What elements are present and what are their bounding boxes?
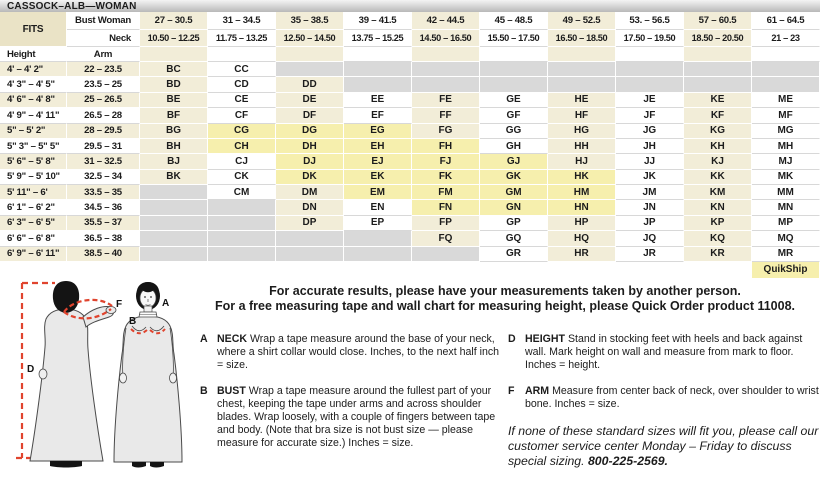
instructions-left [200, 333, 504, 463]
quikship-badge: QuikShip [752, 262, 820, 279]
instruction-text: NECK Wrap a tape measure around the base of your neck, where a shirt collar would close. Inches, to the next half inch = size. [217, 333, 500, 371]
phone-number: 800-225-2569. [587, 454, 668, 468]
height-cell: 4' – 4' 2" [0, 62, 67, 77]
arm-cell: 22 – 23.5 [67, 62, 140, 77]
size-cell: GR [480, 247, 548, 262]
size-cell-unavailable [344, 62, 412, 77]
size-cell: KJ [684, 154, 752, 169]
size-cell: HJ [548, 154, 616, 169]
size-cell-unavailable [412, 247, 480, 262]
size-cell-quikship: CG [208, 124, 276, 139]
size-cell: KH [684, 139, 752, 154]
size-cell: MN [752, 200, 820, 215]
size-cell-unavailable [140, 200, 208, 215]
instruction-letter: D [508, 333, 516, 345]
size-cell: KP [684, 216, 752, 231]
size-cell-unavailable [344, 247, 412, 262]
empty-header-cell [548, 47, 616, 62]
size-cell-quikship: HN [548, 200, 616, 215]
size-cell-unavailable [752, 77, 820, 92]
size-cell: MK [752, 170, 820, 185]
size-cell: HE [548, 93, 616, 108]
size-cell-unavailable [208, 247, 276, 262]
instruction-letter: F [508, 385, 515, 397]
height-cell: 5' 6" – 5' 8" [0, 154, 67, 169]
height-cell: 4' 6" – 4' 8" [0, 93, 67, 108]
bust-range-header: 45 – 48.5 [480, 12, 548, 30]
size-cell-unavailable [548, 77, 616, 92]
size-cell: MJ [752, 154, 820, 169]
size-cell: KK [684, 170, 752, 185]
size-cell-quikship: GM [480, 185, 548, 200]
page-title: CASSOCK–ALB—WOMAN [0, 0, 820, 12]
size-cell: KF [684, 108, 752, 123]
figure-label-d: D [27, 364, 35, 375]
size-cell: JR [616, 247, 684, 262]
size-cell-unavailable [412, 77, 480, 92]
arm-cell: 34.5 – 36 [67, 200, 140, 215]
size-cell-unavailable [616, 77, 684, 92]
intro-line-1: For accurate results, please have your measurements taken by another person. [269, 284, 741, 298]
height-cell: 5' 11" – 6' [0, 185, 67, 200]
neck-range-header: 13.75 – 15.25 [344, 30, 412, 47]
size-cell-unavailable [344, 77, 412, 92]
bust-range-header: 61 – 64.5 [752, 12, 820, 30]
empty-header-cell [276, 47, 344, 62]
size-cell-unavailable [616, 62, 684, 77]
size-cell: MM [752, 185, 820, 200]
spacer-cell [480, 262, 548, 279]
size-cell: JP [616, 216, 684, 231]
empty-header-cell [684, 47, 752, 62]
arm-cell: 36.5 – 38 [67, 231, 140, 246]
neck-range-header: 10.50 – 12.25 [140, 30, 208, 47]
size-cell: KQ [684, 231, 752, 246]
size-cell: EE [344, 93, 412, 108]
size-cell: ME [752, 93, 820, 108]
arm-cell: 31 – 32.5 [67, 154, 140, 169]
size-cell: BE [140, 93, 208, 108]
instructions-right [508, 333, 820, 424]
size-cell: JG [616, 124, 684, 139]
bust-range-header: 39 – 41.5 [344, 12, 412, 30]
size-cell: JN [616, 200, 684, 215]
bust-range-header: 57 – 60.5 [684, 12, 752, 30]
size-cell: BC [140, 62, 208, 77]
size-cell-quikship: EJ [344, 154, 412, 169]
instruction-arm [508, 385, 820, 411]
size-cell: HQ [548, 231, 616, 246]
size-cell: GF [480, 108, 548, 123]
size-cell: MR [752, 247, 820, 262]
size-cell: JM [616, 185, 684, 200]
arm-cell: 35.5 – 37 [67, 216, 140, 231]
intro-line-2: For a free measuring tape and wall chart for measuring height, please Quick Order product 11008. [214, 298, 796, 313]
size-cell: EF [344, 108, 412, 123]
size-cell: JK [616, 170, 684, 185]
size-cell-quikship: GK [480, 170, 548, 185]
size-cell: DF [276, 108, 344, 123]
size-cell: HF [548, 108, 616, 123]
spacer-cell [344, 262, 412, 279]
neck-header: Neck [67, 30, 140, 47]
size-cell-quikship: GN [480, 200, 548, 215]
instruction-letter: A [200, 333, 208, 345]
arm-cell: 23.5 – 25 [67, 77, 140, 92]
spacer-cell [412, 262, 480, 279]
size-cell-unavailable [480, 62, 548, 77]
size-cell: JJ [616, 154, 684, 169]
note-text: If none of these standard sizes will fit you, please call our customer service center Monday – Friday to discuss special sizing. [508, 424, 819, 468]
height-cell: 5" – 5' 2" [0, 124, 67, 139]
size-cell-quikship: FJ [412, 154, 480, 169]
size-cell-unavailable [140, 216, 208, 231]
neck-range-header: 21 – 23 [752, 30, 820, 47]
arm-cell: 33.5 – 35 [67, 185, 140, 200]
figure-back-view [30, 281, 122, 468]
height-cell: 4' 9" – 4' 11" [0, 108, 67, 123]
size-cell: DE [276, 93, 344, 108]
size-cell: FF [412, 108, 480, 123]
figure-front-view [114, 282, 182, 468]
bust-range-header: 53. – 56.5 [616, 12, 684, 30]
size-cell: FQ [412, 231, 480, 246]
size-cell: HH [548, 139, 616, 154]
arm-cell: 28 – 29.5 [67, 124, 140, 139]
instruction-text: BUST Wrap a tape measure around the fullest part of your chest, keeping the tape under arms and across shoulder blades. Wrap loosely, with a couple of fingers between tape and body. (Note that bra size is not bust size — please measure for accurate size.) Inches = size. [217, 385, 496, 449]
figure-label-f: F [116, 299, 123, 310]
figure-label-b: B [129, 316, 137, 327]
empty-header-cell [752, 47, 820, 62]
size-cell: GP [480, 216, 548, 231]
size-cell-quikship: EK [344, 170, 412, 185]
size-cell: KG [684, 124, 752, 139]
instruction-text: HEIGHT Stand in stocking feet with heels and back against wall. Mark height on wall and measure from mark to floor. Inches = height. [525, 333, 803, 371]
size-cell-quikship: DH [276, 139, 344, 154]
neck-range-header: 12.50 – 14.50 [276, 30, 344, 47]
size-cell: CF [208, 108, 276, 123]
size-cell: CM [208, 185, 276, 200]
size-cell-quikship: HM [548, 185, 616, 200]
size-cell: HG [548, 124, 616, 139]
bust-range-header: 27 – 30.5 [140, 12, 208, 30]
size-cell-quikship: DJ [276, 154, 344, 169]
size-cell-unavailable [276, 62, 344, 77]
size-cell-quikship: FK [412, 170, 480, 185]
size-cell: MH [752, 139, 820, 154]
size-cell: DP [276, 216, 344, 231]
size-cell-quikship: FN [412, 200, 480, 215]
spacer-cell [616, 262, 684, 279]
size-cell-unavailable [684, 77, 752, 92]
neck-range-header: 15.50 – 17.50 [480, 30, 548, 47]
empty-header-cell [140, 47, 208, 62]
size-cell-unavailable [480, 77, 548, 92]
height-header: Height [0, 47, 67, 62]
size-cell-unavailable [276, 247, 344, 262]
size-cell: FP [412, 216, 480, 231]
height-cell: 6' 6" – 6' 8" [0, 231, 67, 246]
neck-range-header: 18.50 – 20.50 [684, 30, 752, 47]
size-cell: GH [480, 139, 548, 154]
size-cell: CD [208, 77, 276, 92]
size-cell: MQ [752, 231, 820, 246]
height-cell: 6' 3" – 6' 5" [0, 216, 67, 231]
size-cell-unavailable [208, 231, 276, 246]
size-cell-unavailable [684, 62, 752, 77]
size-cell: BG [140, 124, 208, 139]
size-cell: HR [548, 247, 616, 262]
height-cell: 6' 9" – 6' 11" [0, 247, 67, 262]
instruction-bust [200, 385, 504, 450]
height-cell: 6' 1" – 6' 2" [0, 200, 67, 215]
neck-range-header: 14.50 – 16.50 [412, 30, 480, 47]
size-cell: MF [752, 108, 820, 123]
size-cell: JQ [616, 231, 684, 246]
bust-range-header: 31 – 34.5 [208, 12, 276, 30]
neck-range-header: 17.50 – 19.50 [616, 30, 684, 47]
size-cell: CE [208, 93, 276, 108]
size-cell-quikship: EH [344, 139, 412, 154]
size-cell: GG [480, 124, 548, 139]
special-sizing-note [508, 424, 820, 469]
neck-range-header: 11.75 – 13.25 [208, 30, 276, 47]
size-cell: DD [276, 77, 344, 92]
empty-header-cell [616, 47, 684, 62]
size-cell: GQ [480, 231, 548, 246]
size-cell-unavailable [208, 200, 276, 215]
size-cell-quikship: DG [276, 124, 344, 139]
instruction-neck [200, 333, 504, 372]
empty-header-cell [344, 47, 412, 62]
spacer-cell [548, 262, 616, 279]
size-cell-unavailable [140, 247, 208, 262]
size-cell: BH [140, 139, 208, 154]
size-cell: MG [752, 124, 820, 139]
size-cell: BJ [140, 154, 208, 169]
size-cell: HP [548, 216, 616, 231]
size-cell: GE [480, 93, 548, 108]
bust-range-header: 35 – 38.5 [276, 12, 344, 30]
arm-header: Arm [67, 47, 140, 62]
figure-illustration [2, 276, 198, 482]
instruction-height [508, 333, 820, 372]
bust-range-header: 49 – 52.5 [548, 12, 616, 30]
size-cell: JF [616, 108, 684, 123]
size-cell-quikship: DK [276, 170, 344, 185]
arm-cell: 26.5 – 28 [67, 108, 140, 123]
size-cell-unavailable [752, 62, 820, 77]
size-grid [0, 12, 820, 279]
size-cell-quikship: GJ [480, 154, 548, 169]
arm-cell: 25 – 26.5 [67, 93, 140, 108]
instruction-letter: B [200, 385, 208, 397]
spacer-cell [684, 262, 752, 279]
size-cell-unavailable [412, 62, 480, 77]
instruction-text: ARM Measure from center back of neck, over shoulder to wrist bone. Inches = size. [525, 385, 819, 410]
height-cell: 5" 3" – 5" 5" [0, 139, 67, 154]
arm-cell: 32.5 – 34 [67, 170, 140, 185]
fits-label: FITS [0, 12, 67, 47]
size-cell: MP [752, 216, 820, 231]
arm-cell: 38.5 – 40 [67, 247, 140, 262]
size-cell-unavailable [344, 231, 412, 246]
empty-header-cell [208, 47, 276, 62]
size-cell-quikship: CH [208, 139, 276, 154]
figure-label-a: A [162, 298, 170, 309]
size-cell-unavailable [140, 185, 208, 200]
size-cell: KR [684, 247, 752, 262]
size-cell: DN [276, 200, 344, 215]
size-cell-quikship: FM [412, 185, 480, 200]
size-cell-unavailable [208, 216, 276, 231]
spacer-cell [276, 262, 344, 279]
size-cell: EP [344, 216, 412, 231]
size-cell-unavailable [548, 62, 616, 77]
size-cell-quikship: EG [344, 124, 412, 139]
size-cell-unavailable [276, 231, 344, 246]
size-cell: BK [140, 170, 208, 185]
height-cell: 5' 9" – 5' 10" [0, 170, 67, 185]
size-cell: BF [140, 108, 208, 123]
neck-range-header: 16.50 – 18.50 [548, 30, 616, 47]
spacer-cell [208, 262, 276, 279]
size-cell: CJ [208, 154, 276, 169]
arm-cell: 29.5 – 31 [67, 139, 140, 154]
size-cell: CC [208, 62, 276, 77]
size-cell-unavailable [140, 231, 208, 246]
size-cell: CK [208, 170, 276, 185]
size-cell-quikship: FH [412, 139, 480, 154]
size-cell: DM [276, 185, 344, 200]
size-cell: FG [412, 124, 480, 139]
size-cell: BD [140, 77, 208, 92]
size-cell: EN [344, 200, 412, 215]
size-cell-quikship: EM [344, 185, 412, 200]
empty-header-cell [480, 47, 548, 62]
size-cell: FE [412, 93, 480, 108]
empty-header-cell [412, 47, 480, 62]
size-cell: KN [684, 200, 752, 215]
height-cell: 4' 3" – 4' 5" [0, 77, 67, 92]
size-cell-quikship: HK [548, 170, 616, 185]
bust-range-header: 42 – 44.5 [412, 12, 480, 30]
bust-header: Bust Woman [67, 12, 140, 30]
intro-text [190, 284, 820, 313]
size-cell: KE [684, 93, 752, 108]
size-cell: JH [616, 139, 684, 154]
size-cell: JE [616, 93, 684, 108]
size-cell: KM [684, 185, 752, 200]
